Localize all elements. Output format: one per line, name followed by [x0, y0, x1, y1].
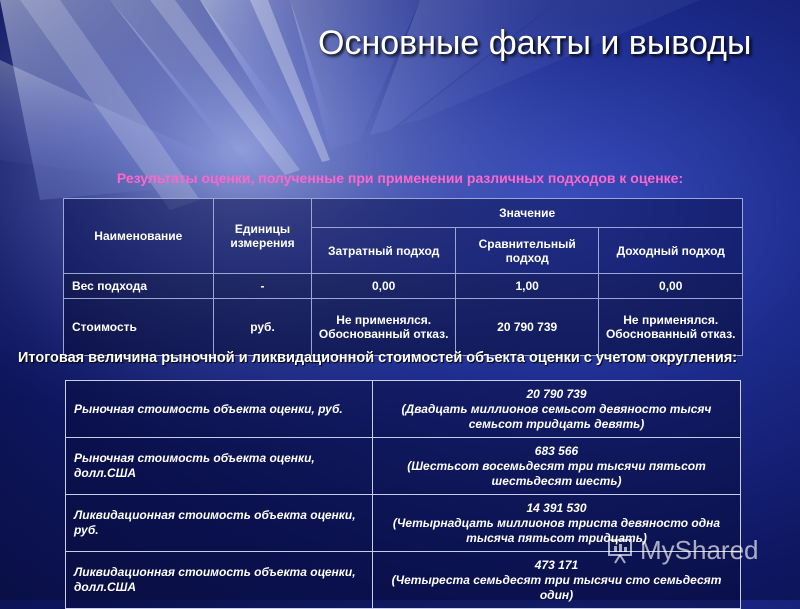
value-words: (Шестьсот восемьдесят три тысячи пятьсот шестьдесят шесть)	[407, 458, 706, 488]
row-label: Рыночная стоимость объекта оценки, долл.США	[66, 438, 373, 495]
final-values-subtitle: Итоговая величина рыночной и ликвидационной стоимостей объекта оценки с учетом округления:	[18, 350, 738, 366]
table-row	[64, 299, 743, 356]
header-income: Доходный подход	[599, 228, 743, 274]
row-comparative: 1,00	[455, 274, 599, 299]
row-name: Стоимость	[64, 299, 214, 356]
value-words: (Двадцать миллионов семьсот девяносто тысяч семьсот тридцать девять)	[401, 401, 712, 431]
table-row	[66, 381, 741, 438]
row-name: Вес подхода	[64, 274, 214, 299]
table-row	[64, 274, 743, 299]
slide-title: Основные факты и выводы	[318, 24, 752, 62]
presentation-icon	[606, 536, 636, 566]
value-number: 683 566	[534, 443, 579, 458]
row-cost: 0,00	[312, 274, 456, 299]
results-table	[63, 198, 743, 356]
value-words: (Четырнадцать миллионов триста девяносто одна тысяча пятьсот тридцать)	[392, 515, 721, 545]
header-cost: Затратный подход	[312, 228, 456, 274]
row-label: Ликвидационная стоимость объекта оценки, долл.США	[66, 552, 373, 609]
row-income: Не применялся. Обоснованный отказ.	[599, 299, 743, 356]
table-row	[66, 438, 741, 495]
header-comparative: Сравнительный подход	[455, 228, 599, 274]
row-value	[373, 381, 741, 438]
final-values-table	[65, 380, 741, 609]
header-value: Значение	[312, 199, 743, 228]
header-units: Единицы измерения	[213, 199, 312, 274]
header-row	[64, 199, 743, 228]
row-label: Ликвидационная стоимость объекта оценки, руб.	[66, 495, 373, 552]
row-units: -	[213, 274, 312, 299]
value-words: (Четыреста семьдесят три тысячи сто семьдесят один)	[391, 572, 722, 602]
row-label: Рыночная стоимость объекта оценки, руб.	[66, 381, 373, 438]
value-number: 20 790 739	[526, 386, 587, 401]
row-comparative: 20 790 739	[455, 299, 599, 356]
value-number: 473 171	[534, 557, 579, 572]
row-units: руб.	[213, 299, 312, 356]
header-name: Наименование	[64, 199, 214, 274]
row-income: 0,00	[599, 274, 743, 299]
value-number: 14 391 530	[526, 500, 587, 515]
row-value	[373, 438, 741, 495]
watermark-logo: MyShared	[640, 535, 759, 565]
results-subtitle: Результаты оценки, полученные при применении различных подходов к оценке:	[116, 170, 684, 186]
row-cost: Не применялся. Обоснованный отказ.	[312, 299, 456, 356]
